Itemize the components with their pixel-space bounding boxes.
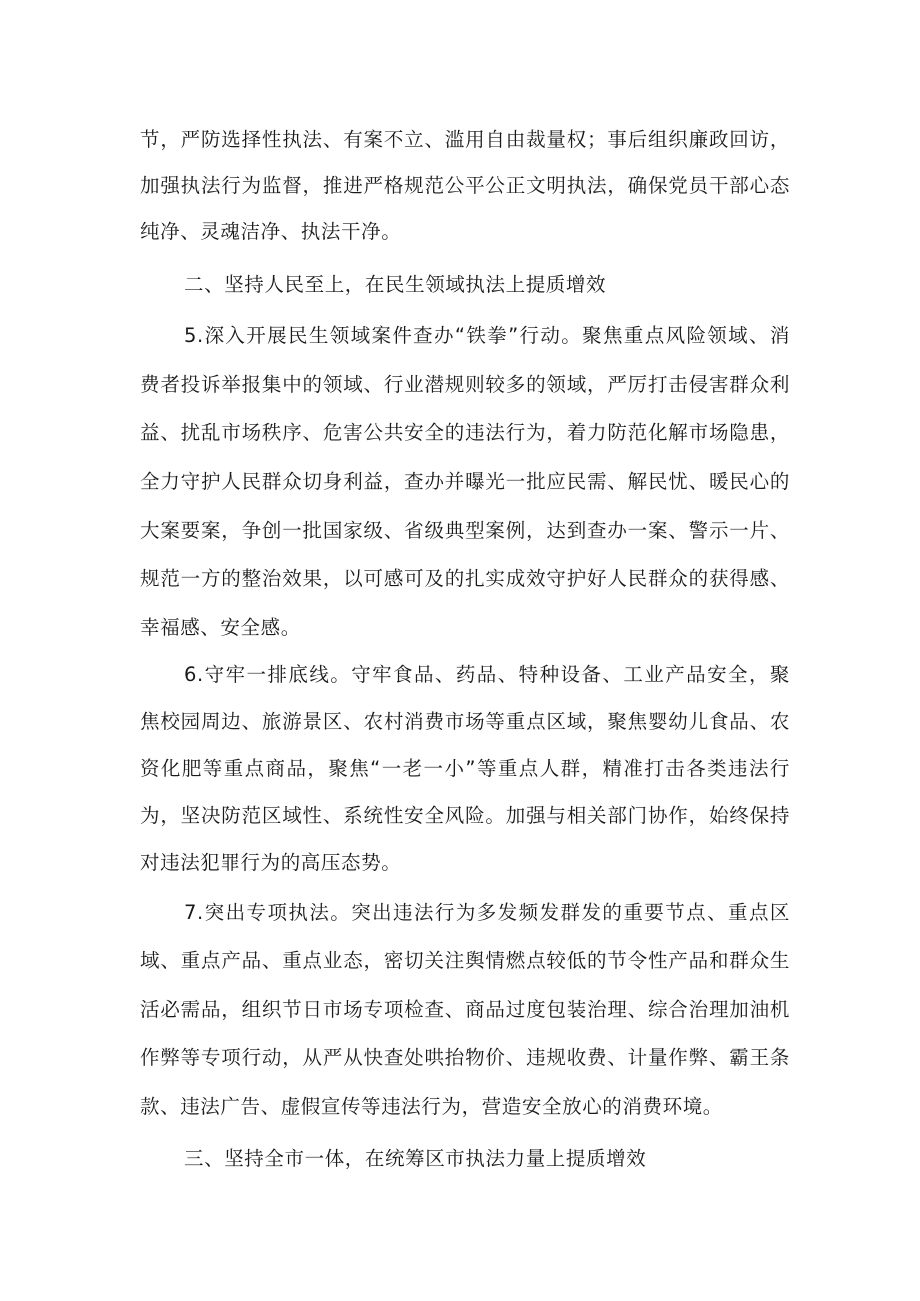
section-heading: 二、坚持人民至上，在民生领域执法上提质增效 [184, 273, 607, 296]
paragraph-line: 对违法犯罪行为的高压态势。 [140, 851, 402, 874]
paragraph-line: 资化肥等重点商品，聚焦“一老一小”等重点人群，精准打击各类违法行 [140, 757, 790, 780]
paragraph-line: 加强执法行为监督，推进严格规范公平公正文明执法，确保党员干部心态 [140, 174, 790, 197]
paragraph-line: 为，坚决防范区域性、系统性安全风险。加强与相关部门协作，始终保持 [140, 804, 790, 827]
paragraph-line: 作弊等专项行动，从严从快查处哄抬物价、违规收费、计量作弊、霸王条 [140, 1046, 790, 1069]
paragraph-line: 焦校园周边、旅游景区、农村消费市场等重点区域，聚焦婴幼儿食品、农 [140, 710, 790, 733]
paragraph-line: 5.深入开展民生领域案件查办“铁拳”行动。聚焦重点风险领域、消 [184, 324, 790, 347]
paragraph-line: 节，严防选择性执法、有案不立、滥用自由裁量权；事后组织廉政回访， [140, 128, 790, 151]
section-heading: 三、坚持全市一体，在统筹区市执法力量上提质增效 [184, 1147, 647, 1170]
paragraph-line: 全力守护人民群众切身利益，查办并曝光一批应民需、解民忧、暖民心的 [140, 470, 790, 493]
paragraph-line: 款、违法广告、虚假宣传等违法行为，营造安全放心的消费环境。 [140, 1095, 723, 1118]
paragraph-line: 益、扰乱市场秩序、危害公共安全的违法行为，着力防范化解市场隐患， [140, 421, 790, 444]
paragraph-line: 7.突出专项执法。突出违法行为多发频发群发的重要节点、重点区 [184, 901, 790, 924]
paragraph-line: 幸福感、安全感。 [140, 616, 301, 639]
paragraph-line: 域、重点产品、重点业态，密切关注舆情燃点较低的节令性产品和群众生 [140, 949, 790, 972]
paragraph-line: 大案要案，争创一批国家级、省级典型案例，达到查办一案、警示一片、 [140, 519, 790, 542]
paragraph-line: 活必需品，组织节日市场专项检查、商品过度包装治理、综合治理加油机 [140, 998, 790, 1021]
paragraph-line: 6.守牢一排底线。守牢食品、药品、特种设备、工业产品安全，聚 [184, 663, 790, 686]
paragraph-line: 费者投诉举报集中的领域、行业潜规则较多的领域，严厉打击侵害群众利 [140, 373, 790, 396]
paragraph-line: 纯净、灵魂洁净、执法干净。 [140, 220, 402, 243]
paragraph-line: 规范一方的整治效果，以可感可及的扎实成效守护好人民群众的获得感、 [140, 567, 790, 590]
